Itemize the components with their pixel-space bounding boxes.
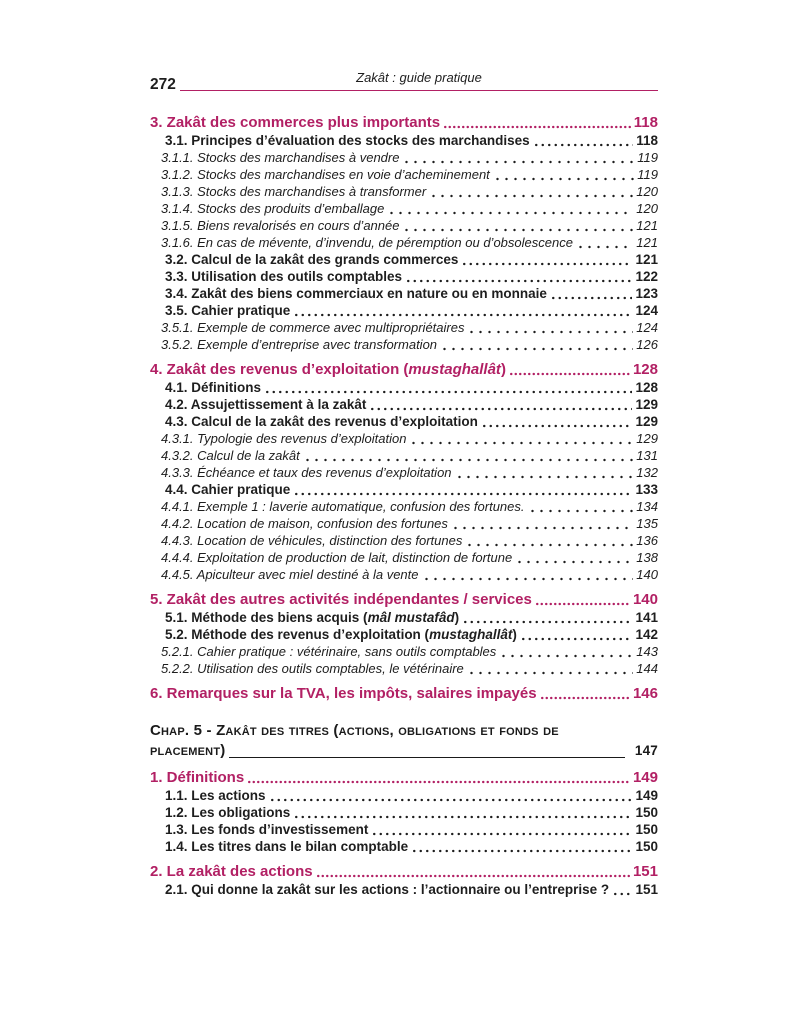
toc-entry-label: 3.3. Utilisation des outils comptables <box>165 269 403 284</box>
toc-entry-label: 3.2. Calcul de la zakât des grands commerces <box>165 252 459 267</box>
toc-entry <box>150 379 658 396</box>
dot-leader <box>462 620 632 624</box>
toc-entry <box>150 234 658 251</box>
toc-entry-page: 118 <box>636 133 658 148</box>
toc-entry-page: 129 <box>635 414 658 429</box>
toc-entry-page: 149 <box>632 769 658 786</box>
toc-entry <box>150 643 658 660</box>
toc-entry <box>150 591 658 609</box>
dot-leader <box>465 543 633 547</box>
toc-entry <box>150 804 658 821</box>
chapter-heading <box>150 721 658 761</box>
toc-entry-page: 151 <box>632 863 658 880</box>
toc-entry <box>150 183 658 200</box>
dot-leader <box>467 330 633 334</box>
toc-entry <box>150 361 658 379</box>
toc-list <box>150 114 658 703</box>
toc-entry <box>150 132 658 149</box>
chapter-heading-line2 <box>150 741 658 761</box>
toc-entry <box>150 268 658 285</box>
toc-entry-page: 133 <box>635 482 658 497</box>
toc-entry <box>150 566 658 583</box>
toc-entry <box>150 464 658 481</box>
toc-entry <box>150 200 658 217</box>
page-number: 272 <box>150 76 176 93</box>
dot-leader <box>440 347 633 351</box>
toc-entry-label: 1.4. Les titres dans le bilan comptable <box>165 839 409 854</box>
toc-entry-page: 141 <box>635 610 658 625</box>
dot-leader <box>303 458 634 462</box>
toc-entry <box>150 430 658 447</box>
toc-entry-label: 4.3.1. Typologie des revenus d’exploitation <box>161 431 407 446</box>
toc-entry-page: 140 <box>636 567 658 582</box>
running-header <box>150 70 658 94</box>
dot-leader <box>499 654 633 658</box>
dot-leader <box>540 696 630 700</box>
toc-entry-label: 3. Zakât des commerces plus importants <box>150 114 441 131</box>
toc-entry-page: 129 <box>636 431 658 446</box>
toc-entry-page: 146 <box>632 685 658 702</box>
dot-leader <box>509 372 630 376</box>
dot-leader <box>402 228 633 232</box>
dot-leader <box>550 296 633 300</box>
dot-leader <box>264 390 632 394</box>
toc-entry-label: 4.3.3. Échéance et taux des revenus d’exploitation <box>161 465 452 480</box>
toc-entry <box>150 549 658 566</box>
toc-list <box>150 769 658 898</box>
toc-entry-page: 138 <box>636 550 658 565</box>
toc-entry-page: 123 <box>635 286 658 301</box>
toc-entry <box>150 863 658 881</box>
dot-leader <box>405 279 632 283</box>
toc-entry <box>150 838 658 855</box>
toc-entry-page: 150 <box>635 839 658 854</box>
toc-entry-page: 142 <box>635 627 658 642</box>
toc-entry <box>150 166 658 183</box>
dot-leader <box>455 475 634 479</box>
toc-entry-label: 2.1. Qui donne la zakât sur les actions : l’actionnaire ou l’entreprise ? <box>165 882 610 897</box>
toc-entry-page: 118 <box>633 114 658 131</box>
toc-entry-page: 121 <box>636 235 658 250</box>
toc-entry-page: 144 <box>636 661 658 676</box>
dot-leader <box>443 125 631 129</box>
toc-entry-page: 122 <box>635 269 658 284</box>
toc-entry-label: 4. Zakât des revenus d’exploitation (mustaghallât) <box>150 361 506 378</box>
toc-entry-page: 120 <box>636 201 658 216</box>
toc-entry-label: 3.1. Principes d’évaluation des stocks des marchandises <box>165 133 530 148</box>
toc-entry-label: 3.1.6. En cas de mévente, d’invendu, de péremption ou d’obsolescence <box>161 235 573 250</box>
toc-entry-label: 4.4.2. Location de maison, confusion des fortunes <box>161 516 448 531</box>
toc-entry <box>150 217 658 234</box>
toc-entry-page: 119 <box>637 167 658 182</box>
toc-entry-page: 120 <box>636 184 658 199</box>
toc-entry-label: 5.2. Méthode des revenus d’exploitation (mustaghallât) <box>165 627 517 642</box>
toc-entry-page: 150 <box>635 822 658 837</box>
toc-entry <box>150 396 658 413</box>
toc-entry-label: 4.4. Cahier pratique <box>165 482 291 497</box>
toc-entry <box>150 251 658 268</box>
toc-entry-label: 5.2.1. Cahier pratique : vétérinaire, sans outils comptables <box>161 644 497 659</box>
dot-leader <box>247 780 630 784</box>
dot-leader <box>429 194 633 198</box>
toc-entry-label: 4.3.2. Calcul de la zakât <box>161 448 300 463</box>
toc-entry <box>150 660 658 677</box>
chapter-heading-line1: Chap. 5 - Zakât des titres (actions, obligations et fonds de <box>150 722 559 739</box>
toc-entry <box>150 769 658 787</box>
toc-entry-label: 3.1.2. Stocks des marchandises en voie d’acheminement <box>161 167 490 182</box>
toc-entry <box>150 149 658 166</box>
toc-entry-label: 4.3. Calcul de la zakât des revenus d’exploitation <box>165 414 478 429</box>
dot-leader <box>411 849 632 853</box>
toc-entry-page: 129 <box>635 397 658 412</box>
dot-leader <box>515 560 633 564</box>
toc-entry-page: 149 <box>635 788 658 803</box>
dot-leader <box>269 798 633 802</box>
dot-leader <box>451 526 633 530</box>
toc-entry-page: 121 <box>636 218 658 233</box>
toc-entry <box>150 515 658 532</box>
dot-leader <box>387 211 633 215</box>
toc-entry-label: 6. Remarques sur la TVA, les impôts, salaires impayés <box>150 685 537 702</box>
toc-entry-label: 3.4. Zakât des biens commerciaux en nature ou en monnaie <box>165 286 547 301</box>
toc-entry-page: 134 <box>636 499 658 514</box>
dot-leader <box>461 262 632 266</box>
toc-entry <box>150 787 658 804</box>
toc-entry-page: 135 <box>636 516 658 531</box>
toc-entry <box>150 498 658 515</box>
dot-leader <box>576 245 633 249</box>
chapter-heading-line2-text: placement) <box>150 742 226 759</box>
chapter-page-number: 147 <box>634 743 658 758</box>
toc-entry-label: 1.1. Les actions <box>165 788 266 803</box>
toc-entry-page: 150 <box>635 805 658 820</box>
toc-entry-label: 4.4.5. Apiculteur avec miel destiné à la vente <box>161 567 419 582</box>
dot-leader <box>533 143 634 147</box>
dot-leader <box>409 441 633 445</box>
toc-entry <box>150 532 658 549</box>
toc-entry <box>150 114 658 132</box>
toc-entry-page: 132 <box>636 465 658 480</box>
toc-entry-label: 4.4.4. Exploitation de production de lait, distinction de fortune <box>161 550 513 565</box>
dot-leader <box>481 424 633 428</box>
toc-entry-page: 136 <box>636 533 658 548</box>
dot-leader <box>316 874 630 878</box>
toc-entry-page: 126 <box>636 337 658 352</box>
toc-entry-page: 128 <box>632 361 658 378</box>
dot-leader <box>293 492 632 496</box>
toc-entry <box>150 447 658 464</box>
dot-leader <box>535 602 630 606</box>
toc-entry <box>150 336 658 353</box>
toc-entry <box>150 413 658 430</box>
dot-leader <box>369 407 632 411</box>
toc-entry <box>150 626 658 643</box>
toc-entry-label: 5.1. Méthode des biens acquis (mâl mustafâd) <box>165 610 460 625</box>
toc-entry <box>150 319 658 336</box>
toc-entry-label: 4.2. Assujettissement à la zakât <box>165 397 367 412</box>
toc-entry-page: 124 <box>636 320 658 335</box>
toc-entry <box>150 685 658 703</box>
toc-entry-label: 1. Définitions <box>150 769 245 786</box>
toc-entry-label: 3.1.1. Stocks des marchandises à vendre <box>161 150 400 165</box>
toc-entry <box>150 481 658 498</box>
dot-leader <box>493 177 634 181</box>
toc-entry-label: 3.5.1. Exemple de commerce avec multipropriétaires <box>161 320 465 335</box>
toc-entry-label: 4.4.3. Location de véhicules, distinction des fortunes <box>161 533 463 548</box>
dot-leader <box>402 160 634 164</box>
dot-leader <box>612 892 632 896</box>
dot-leader <box>293 815 632 819</box>
toc-entry-page: 143 <box>636 644 658 659</box>
toc-entry-page: 121 <box>635 252 658 267</box>
toc-entry-label: 5.2.2. Utilisation des outils comptables, le vétérinaire <box>161 661 464 676</box>
toc-entry-label: 4.1. Définitions <box>165 380 262 395</box>
running-title: Zakât : guide pratique <box>356 70 482 85</box>
toc-entry-label: 3.1.4. Stocks des produits d’emballage <box>161 201 385 216</box>
dot-leader <box>293 313 632 317</box>
toc-entry-page: 151 <box>635 882 658 897</box>
toc-entry-label: 1.2. Les obligations <box>165 805 291 820</box>
toc-entry-label: 3.5. Cahier pratique <box>165 303 291 318</box>
toc-entry-page: 128 <box>635 380 658 395</box>
header-rule <box>180 90 658 91</box>
toc-entry <box>150 881 658 898</box>
dot-leader <box>422 577 634 581</box>
toc-entry-label: 4.4.1. Exemple 1 : laverie automatique, confusion des fortunes. <box>161 499 525 514</box>
toc-entry <box>150 302 658 319</box>
toc-entry-label: 3.1.5. Biens revalorisés en cours d’année <box>161 218 400 233</box>
toc-entry-label: 2. La zakât des actions <box>150 863 313 880</box>
toc-entry <box>150 609 658 626</box>
dot-leader <box>371 832 632 836</box>
dot-leader <box>528 509 634 513</box>
toc-entry-page: 140 <box>632 591 658 608</box>
toc-entry <box>150 821 658 838</box>
toc-entry-page: 124 <box>635 303 658 318</box>
toc-entry-label: 3.5.2. Exemple d’entreprise avec transformation <box>161 337 438 352</box>
toc-entry-label: 5. Zakât des autres activités indépendantes / services <box>150 591 532 608</box>
page-content <box>150 70 658 898</box>
toc-entry-page: 119 <box>637 150 658 165</box>
underscore-leader <box>229 757 624 758</box>
dot-leader <box>520 637 633 641</box>
toc-entry-page: 131 <box>636 448 658 463</box>
toc-entry <box>150 285 658 302</box>
toc-entry-label: 1.3. Les fonds d’investissement <box>165 822 369 837</box>
toc-entry-label: 3.1.3. Stocks des marchandises à transformer <box>161 184 427 199</box>
dot-leader <box>467 671 634 675</box>
